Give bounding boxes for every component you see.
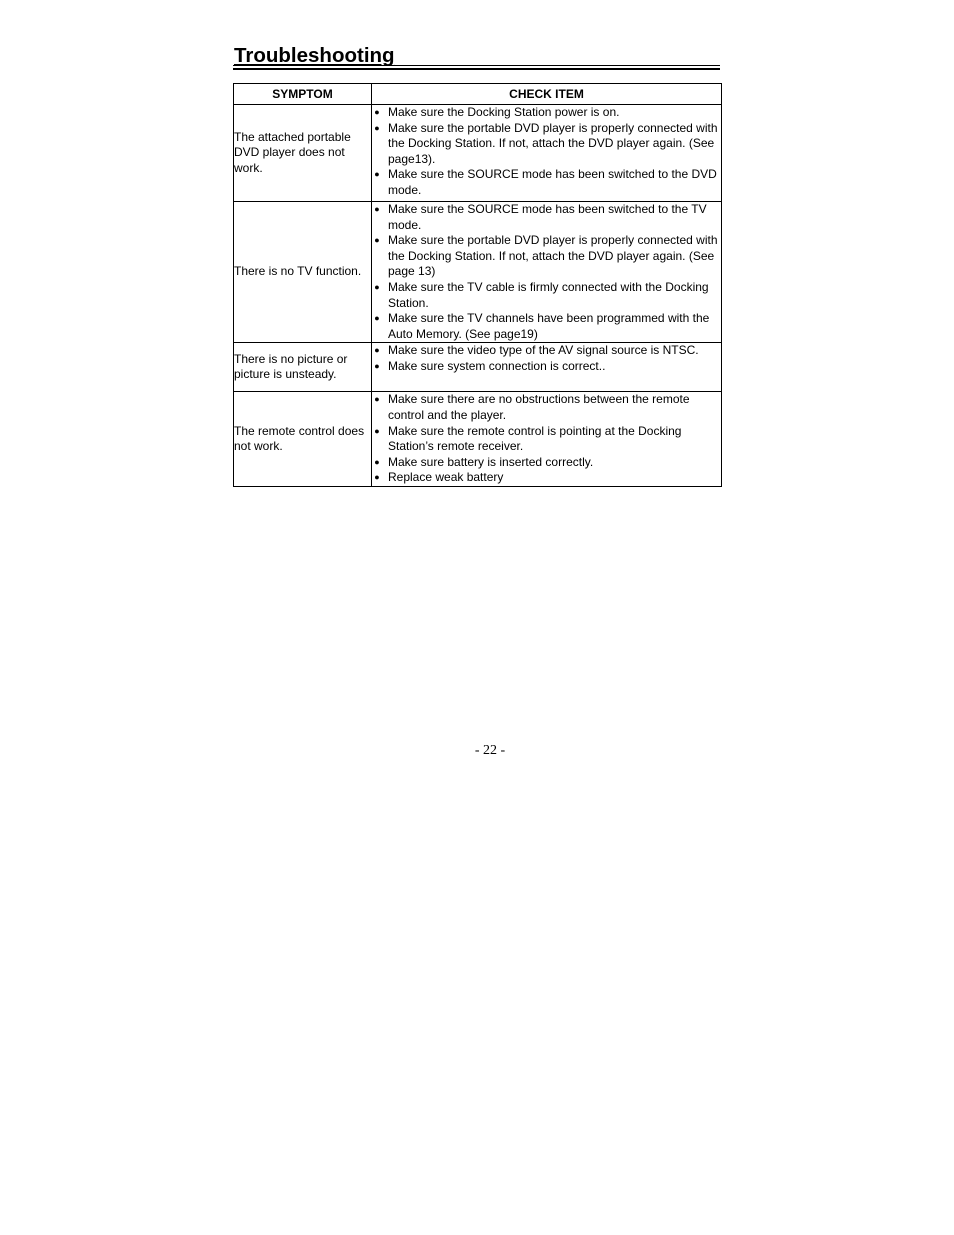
check-item: ● Make sure the remote control is pointing at the Docking Station’s remote receiver. <box>372 424 721 455</box>
bullet-icon: ● <box>374 345 380 356</box>
bullet-icon: ● <box>374 122 380 133</box>
title-rule-thick <box>233 68 720 70</box>
bullet-icon: ● <box>374 169 380 180</box>
bullet-icon: ● <box>374 107 380 117</box>
symptom-cell: There is no picture or picture is unsteady. <box>234 343 372 392</box>
check-item: ● Replace weak battery <box>372 470 721 486</box>
check-item: ● Make sure the TV channels have been programmed with the Auto Memory. (See page19) <box>372 311 721 342</box>
page-number: - 22 - <box>474 743 506 758</box>
bullet-icon: ● <box>374 281 380 292</box>
table-row <box>234 392 722 487</box>
table-row <box>234 105 722 202</box>
check-item: ● Make sure the SOURCE mode has been switched to the DVD mode. <box>372 167 721 198</box>
bullet-icon: ● <box>374 472 380 483</box>
header-check-item: CHECK ITEM <box>372 84 722 105</box>
bullet-icon: ● <box>374 313 380 324</box>
check-item: ● Make sure the SOURCE mode has been switched to the TV mode. <box>372 202 721 233</box>
check-cell <box>372 202 722 343</box>
symptom-cell: The attached portable DVD player does not work. <box>234 105 372 202</box>
symptom-cell: There is no TV function. <box>234 202 372 343</box>
bullet-icon: ● <box>374 235 380 246</box>
table-header-row <box>234 84 722 105</box>
bullet-icon: ● <box>374 456 380 467</box>
title-rule-thin <box>233 65 720 66</box>
check-item: ● Make sure the portable DVD player is properly connected with the Docking Station. If not, attach the DVD player again. (See page13). <box>372 121 721 168</box>
check-cell <box>372 392 722 487</box>
check-item: ● Make sure the TV cable is firmly connected with the Docking Station. <box>372 280 721 311</box>
check-item: ● Make sure there are no obstructions between the remote control and the player. <box>372 392 721 423</box>
page-title: Troubleshooting <box>234 44 395 67</box>
bullet-icon: ● <box>374 394 380 405</box>
header-symptom: SYMPTOM <box>234 84 372 105</box>
check-item: ● Make sure the video type of the AV signal source is NTSC. <box>372 343 721 359</box>
table-row <box>234 202 722 343</box>
check-cell <box>372 343 722 392</box>
bullet-icon: ● <box>374 425 380 436</box>
title-block <box>233 44 720 70</box>
troubleshooting-table <box>233 83 722 487</box>
check-item: ● Make sure system connection is correct.. <box>372 359 721 375</box>
bullet-icon: ● <box>374 204 380 214</box>
check-item: ● Make sure battery is inserted correctly. <box>372 455 721 471</box>
symptom-cell: The remote control does not work. <box>234 392 372 487</box>
bullet-icon: ● <box>374 360 380 371</box>
check-item: ● Make sure the portable DVD player is properly connected with the Docking Station. If not, attach the DVD player again. (See page 13) <box>372 233 721 280</box>
check-item: ● Make sure the Docking Station power is on. <box>372 105 721 121</box>
check-cell <box>372 105 722 202</box>
table-row <box>234 343 722 392</box>
